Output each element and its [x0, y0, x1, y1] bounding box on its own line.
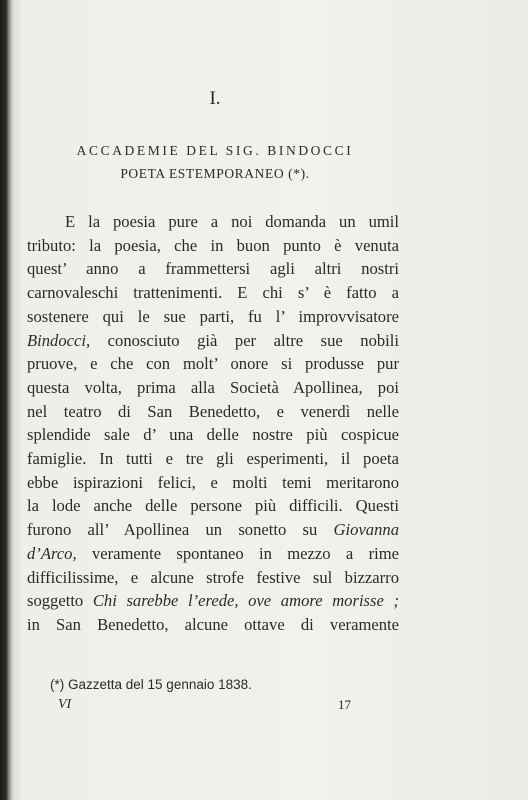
text-line: questa volta, prima alla Società Apollinea, poi	[27, 377, 399, 397]
body-text	[27, 210, 399, 637]
text-line: E la poesia pure a noi domanda un umil	[65, 212, 399, 231]
text-segment: soggetto	[27, 591, 93, 611]
text-line: in San Benedetto, alcune ottave di veramente	[27, 614, 399, 634]
chapter-heading-line-1: ACCADEMIE DEL SIG. BINDOCCI	[76, 143, 354, 158]
text-line: quest’ anno a frammettersi agli altri nostri	[27, 259, 399, 279]
footnote: (*) Gazzetta del 15 gennaio 1838.	[50, 677, 252, 692]
text-line: sostenere qui le sue parti, fu l’ improvvisatore	[27, 306, 399, 326]
text-line: ebbe ispirazioni felici, e molti temi meritarono	[27, 472, 399, 492]
text-line: famiglie. In tutti e tre gli esperimenti, il poeta	[27, 449, 399, 469]
text-line: nel teatro di San Benedetto, e venerdì nelle	[27, 401, 399, 421]
text-line: tributo: la poesia, che in buon punto è venuta	[27, 235, 399, 255]
text-line: la lode anche delle persone più difficili. Questi	[27, 496, 399, 516]
text-line: carnovaleschi trattenimenti. E chi s’ è fatto a	[27, 283, 399, 303]
italic-segment: d’Arco,	[27, 543, 77, 563]
italic-segment: Giovanna	[333, 520, 399, 540]
page-number: 17	[338, 697, 351, 712]
printer-signature: VI	[58, 697, 72, 712]
italic-segment: Bindocci,	[27, 330, 91, 350]
italic-segment: Chi sarebbe l’erede, ove amore morisse ;	[92, 591, 399, 611]
chapter-heading-line-2: POETA ESTEMPORANEO (*).	[120, 166, 310, 181]
text-line: splendide sale d’ una delle nostre più cospicue	[27, 425, 399, 445]
text-line	[27, 518, 399, 542]
text-line: difficilissime, e alcune strofe festive sul bizzarro	[27, 567, 399, 587]
text-line	[27, 542, 399, 566]
text-segment: conosciuto già per altre sue nobili	[90, 330, 399, 350]
chapter-numeral: I.	[209, 88, 221, 109]
text-segment: veramente spontaneo in mezzo a rime	[76, 543, 399, 563]
text-line: pruove, e che con molt’ onore si produsse pur	[27, 354, 399, 374]
text-segment: furono all’ Apollinea un sonetto su	[27, 520, 334, 540]
text-line	[27, 329, 399, 353]
text-line	[27, 589, 399, 613]
